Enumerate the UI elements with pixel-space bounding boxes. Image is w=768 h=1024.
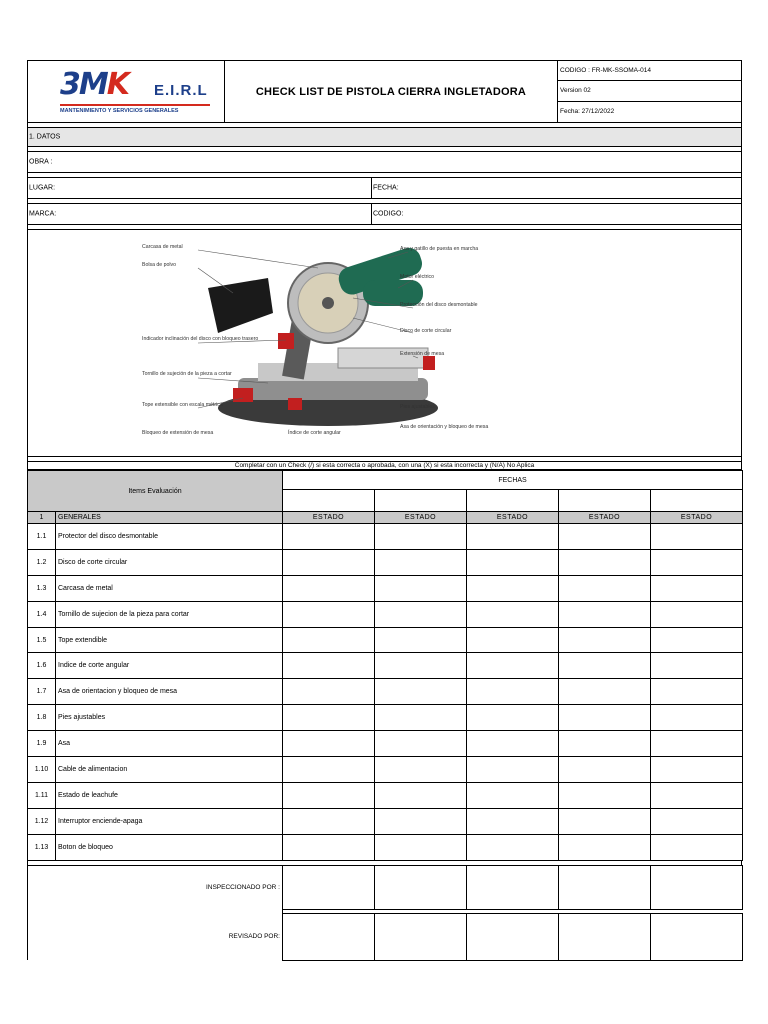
estado-cell[interactable]: [283, 549, 375, 575]
item-number: 1.7: [28, 679, 56, 705]
diagram-label: Tope extensible con escala métrica: [142, 402, 223, 408]
estado-cell[interactable]: [651, 679, 743, 705]
item-number: 1.9: [28, 731, 56, 757]
table-row: [28, 524, 743, 550]
item-number: 1.4: [28, 601, 56, 627]
logo-mark-k: K: [106, 67, 128, 102]
item-number: 1.10: [28, 757, 56, 783]
instructions-text: Completar con un Check (/) si esta correcta o aprobada, con una (X) si esta incorrecta y (N/A) No Aplica: [27, 461, 742, 470]
miter-saw-illustration: [138, 238, 518, 448]
diagram-label: Protección del disco desmontable: [400, 302, 478, 308]
table-row: [28, 834, 743, 860]
signature-cell[interactable]: [467, 865, 559, 909]
estado-header: ESTADO: [375, 512, 467, 524]
estado-cell[interactable]: [651, 575, 743, 601]
diagram-label: Disco de corte circular: [400, 328, 452, 334]
estado-cell[interactable]: [467, 679, 559, 705]
estado-cell[interactable]: [375, 627, 467, 653]
datos-section-header: [27, 127, 742, 147]
estado-cell[interactable]: [467, 782, 559, 808]
estado-cell[interactable]: [467, 705, 559, 731]
estado-cell[interactable]: [559, 782, 651, 808]
section-row: [28, 512, 743, 524]
logo-suffix: E.I.R.L: [154, 82, 208, 99]
estado-cell[interactable]: [283, 705, 375, 731]
estado-cell[interactable]: [651, 757, 743, 783]
diagram-label: Extensión de mesa: [400, 351, 445, 357]
diagram-label: Bolsa de polvo: [142, 262, 177, 268]
items-header: Items Evaluación: [28, 471, 283, 512]
estado-cell[interactable]: [559, 679, 651, 705]
signature-cell[interactable]: [375, 913, 467, 960]
estado-cell[interactable]: [375, 653, 467, 679]
table-row: [28, 679, 743, 705]
estado-cell[interactable]: [283, 808, 375, 834]
estado-cell[interactable]: [375, 705, 467, 731]
estado-header: ESTADO: [651, 512, 743, 524]
table-row: [28, 757, 743, 783]
codigo-label: CODIGO:: [373, 210, 404, 218]
logo-mark: 3M: [60, 67, 107, 102]
estado-cell[interactable]: [375, 549, 467, 575]
item-name: Protector del disco desmontable: [56, 524, 283, 550]
estado-cell[interactable]: [651, 834, 743, 860]
date-cell[interactable]: [375, 490, 467, 512]
item-number: 1.2: [28, 549, 56, 575]
diagram-label: Asa de orientación y bloqueo de mesa: [400, 424, 489, 430]
estado-cell[interactable]: [375, 731, 467, 757]
item-name: Disco de corte circular: [56, 549, 283, 575]
obra-field[interactable]: [27, 151, 742, 173]
estado-cell[interactable]: [375, 679, 467, 705]
reviewed-by-label: REVISADO POR:: [28, 913, 283, 960]
estado-cell[interactable]: [375, 575, 467, 601]
lugar-fecha-row: [27, 177, 742, 199]
table-row: [28, 653, 743, 679]
estado-cell[interactable]: [559, 757, 651, 783]
date-cell[interactable]: [559, 490, 651, 512]
miter-saw-diagram: [27, 229, 742, 457]
estado-cell[interactable]: [651, 549, 743, 575]
document-header: [27, 60, 742, 123]
estado-cell[interactable]: [375, 524, 467, 550]
estado-cell[interactable]: [651, 524, 743, 550]
document-date: Fecha: 27/12/2022: [560, 108, 615, 116]
date-cell[interactable]: [467, 490, 559, 512]
item-name: Indice de corte angular: [56, 653, 283, 679]
estado-cell[interactable]: [559, 653, 651, 679]
estado-cell[interactable]: [375, 834, 467, 860]
logo-tagline: MANTENIMIENTO Y SERVICIOS GENERALES: [60, 104, 210, 114]
item-name: Tope extendible: [56, 627, 283, 653]
signature-cell[interactable]: [651, 865, 743, 909]
item-number: 1.11: [28, 782, 56, 808]
signature-cell[interactable]: [375, 865, 467, 909]
date-cell[interactable]: [283, 490, 375, 512]
estado-cell[interactable]: [651, 808, 743, 834]
document-code: CODIGO : FR-MK-SSOMA-014: [558, 61, 741, 81]
diagram-label: Asa y gatillo de puesta en marcha: [400, 246, 479, 252]
item-number: 1.1: [28, 524, 56, 550]
item-name: Estado de leachufe: [56, 782, 283, 808]
estado-cell[interactable]: [651, 627, 743, 653]
table-row: [28, 601, 743, 627]
marca-label: MARCA:: [29, 210, 57, 218]
item-number: 1.6: [28, 653, 56, 679]
estado-cell[interactable]: [283, 834, 375, 860]
item-number: 1.13: [28, 834, 56, 860]
estado-cell[interactable]: [559, 575, 651, 601]
item-number: 1.8: [28, 705, 56, 731]
diagram-label: Bloqueo de extensión de mesa: [142, 430, 214, 436]
section-name: GENERALES: [56, 512, 283, 524]
estado-cell[interactable]: [375, 782, 467, 808]
estado-cell[interactable]: [467, 601, 559, 627]
item-number: 1.12: [28, 808, 56, 834]
estado-cell[interactable]: [467, 653, 559, 679]
estado-cell[interactable]: [467, 834, 559, 860]
diagram-label: Tornillo de sujeción de la pieza a cortar: [142, 371, 232, 377]
estado-cell[interactable]: [375, 601, 467, 627]
estado-cell[interactable]: [283, 653, 375, 679]
checklist-table: [27, 470, 743, 861]
item-name: Tornillo de sujecion de la pieza para cortar: [56, 601, 283, 627]
estado-cell[interactable]: [651, 653, 743, 679]
table-row: [28, 705, 743, 731]
table-row: [28, 808, 743, 834]
estado-cell[interactable]: [467, 808, 559, 834]
estado-cell[interactable]: [467, 524, 559, 550]
document-title: CHECK LIST DE PISTOLA CIERRA INGLETADORA: [225, 61, 558, 122]
estado-cell[interactable]: [283, 679, 375, 705]
item-name: Interruptor enciende-apaga: [56, 808, 283, 834]
signature-cell[interactable]: [283, 865, 375, 909]
signature-cell[interactable]: [467, 913, 559, 960]
estado-cell[interactable]: [283, 782, 375, 808]
estado-cell[interactable]: [651, 705, 743, 731]
datos-section-title: 1. DATOS: [29, 133, 61, 141]
table-row: [28, 549, 743, 575]
diagram-label: Índice de corte angular: [288, 430, 341, 436]
item-name: Boton de bloqueo: [56, 834, 283, 860]
item-number: 1.5: [28, 627, 56, 653]
fechas-header: FECHAS: [283, 471, 743, 490]
document-meta: [558, 61, 741, 122]
obra-label: OBRA :: [29, 158, 53, 166]
item-number: 1.3: [28, 575, 56, 601]
diagram-label: Pies ajustables: [400, 404, 435, 410]
estado-cell[interactable]: [651, 601, 743, 627]
estado-cell[interactable]: [559, 601, 651, 627]
table-row: [28, 627, 743, 653]
codigo-field[interactable]: [371, 204, 404, 224]
estado-cell[interactable]: [559, 549, 651, 575]
estado-cell[interactable]: [283, 601, 375, 627]
estado-cell[interactable]: [467, 627, 559, 653]
date-cell[interactable]: [651, 490, 743, 512]
diagram-label: Carcasa de metal: [142, 244, 183, 250]
inspected-by-label: INSPECCIONADO POR :: [28, 865, 283, 909]
estado-cell[interactable]: [283, 757, 375, 783]
signature-cell[interactable]: [559, 865, 651, 909]
company-logo: [60, 67, 210, 116]
estado-cell[interactable]: [651, 782, 743, 808]
estado-cell[interactable]: [283, 575, 375, 601]
estado-cell[interactable]: [283, 731, 375, 757]
section-number: 1: [28, 512, 56, 524]
item-name: Asa: [56, 731, 283, 757]
signature-cell[interactable]: [651, 913, 743, 960]
item-name: Cable de alimentacion: [56, 757, 283, 783]
estado-cell[interactable]: [283, 627, 375, 653]
estado-cell[interactable]: [559, 834, 651, 860]
estado-cell[interactable]: [651, 731, 743, 757]
estado-cell[interactable]: [375, 808, 467, 834]
estado-cell[interactable]: [375, 757, 467, 783]
checklist-sheet: [27, 60, 742, 961]
signature-cell[interactable]: [559, 913, 651, 960]
signature-table: [27, 865, 743, 961]
item-name: Asa de orientacion y bloqueo de mesa: [56, 679, 283, 705]
estado-cell[interactable]: [467, 731, 559, 757]
estado-cell[interactable]: [559, 627, 651, 653]
diagram-label: Motor eléctrico: [400, 274, 435, 280]
item-name: Carcasa de metal: [56, 575, 283, 601]
lugar-label: LUGAR:: [29, 184, 56, 192]
table-row: [28, 731, 743, 757]
fecha-label: FECHA:: [373, 184, 399, 192]
table-row: [28, 782, 743, 808]
fecha-field[interactable]: [371, 178, 399, 198]
signature-cell[interactable]: [283, 913, 375, 960]
estado-header: ESTADO: [283, 512, 375, 524]
estado-cell[interactable]: [559, 705, 651, 731]
estado-cell[interactable]: [283, 524, 375, 550]
estado-header: ESTADO: [559, 512, 651, 524]
estado-cell[interactable]: [559, 524, 651, 550]
estado-cell[interactable]: [559, 808, 651, 834]
estado-cell[interactable]: [467, 549, 559, 575]
item-name: Pies ajustables: [56, 705, 283, 731]
estado-cell[interactable]: [559, 731, 651, 757]
logo-cell: [28, 61, 225, 122]
marca-codigo-row: [27, 203, 742, 225]
estado-cell[interactable]: [467, 757, 559, 783]
table-row: [28, 575, 743, 601]
estado-header: ESTADO: [467, 512, 559, 524]
diagram-label: Indicador inclinación del disco con bloqueo trasero: [142, 336, 259, 342]
estado-cell[interactable]: [467, 575, 559, 601]
document-version: Version 02: [558, 81, 741, 101]
